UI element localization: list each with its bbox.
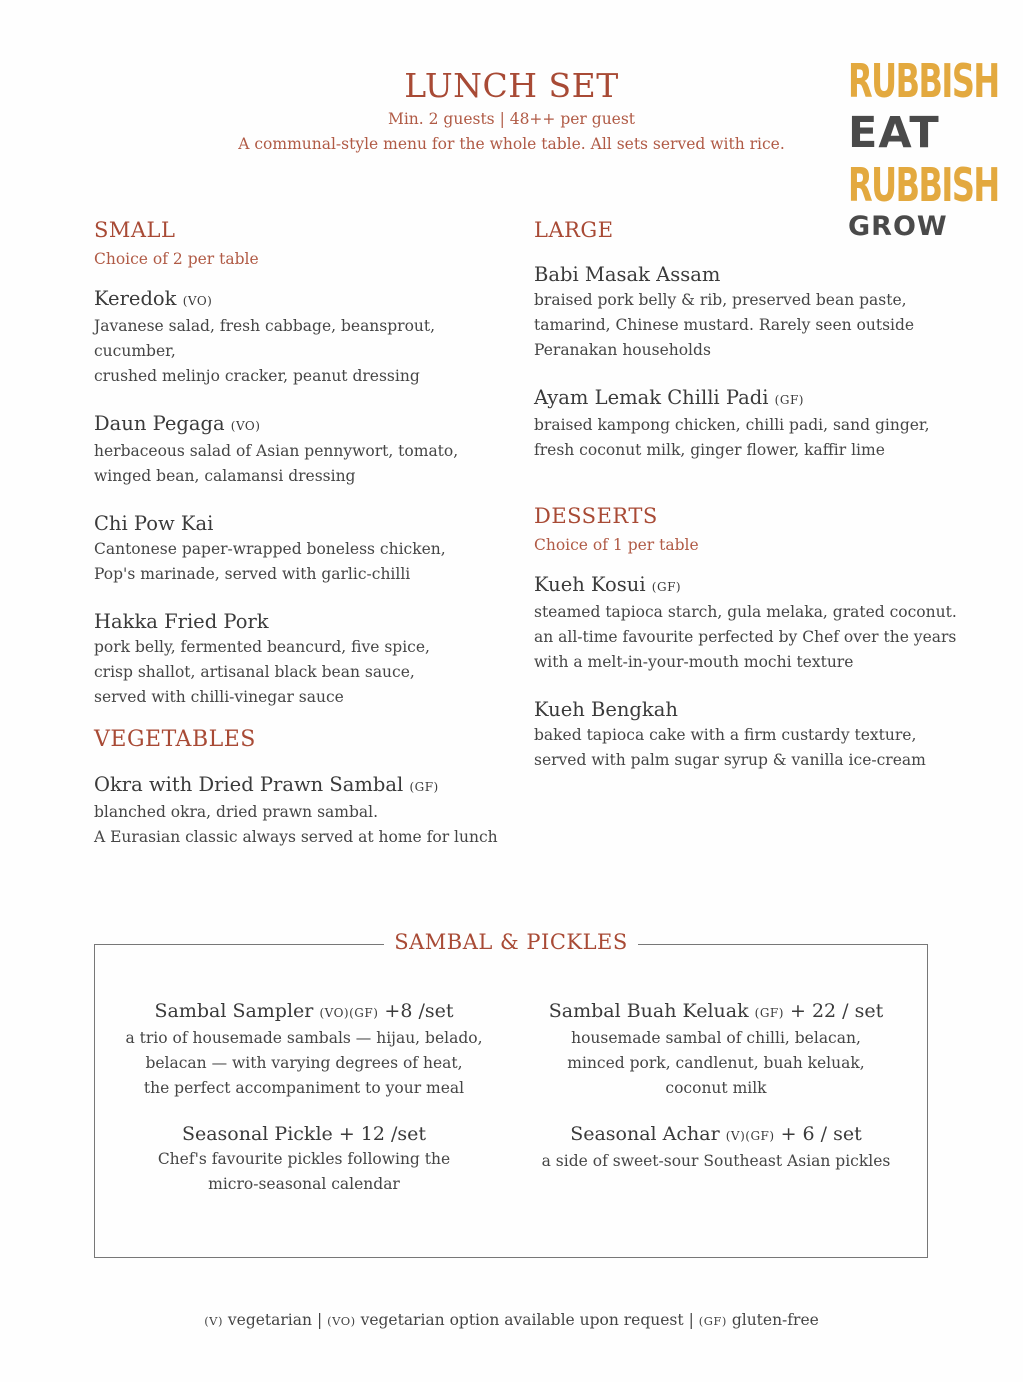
sambal-item [536,1121,896,1174]
price: + 12 /set [338,1123,427,1145]
dish-description: a side of sweet-sour Southeast Asian pickles [541,1152,891,1170]
page-title: LUNCH SET [404,66,619,105]
dietary-tag: (V)(GF) [725,1129,775,1143]
legend-text-vo: vegetarian option available upon request [360,1311,684,1329]
dish-name: Chi Pow Kai [94,512,214,535]
section-heading-sambal-pickles: SAMBAL & PICKLES [384,930,638,954]
legend-text-gf: gluten-free [731,1311,819,1329]
dish-name: Sambal Buah Keluak [548,1000,749,1022]
dish-name: Seasonal Pickle [181,1123,333,1145]
sambal-item [124,1121,484,1197]
price: + 6 / set [780,1123,862,1145]
sambal-item [536,998,896,1101]
small-note: Choice of 2 per table [94,250,259,268]
menu-description: A communal-style menu for the whole table. All sets served with rice. [238,135,785,153]
section-heading-large: LARGE [534,218,614,242]
dietary-tag: (VO)(GF) [319,1006,379,1020]
logo-line-2: EAT [848,108,940,158]
dish-description: Cantonese paper-wrapped boneless chicken, Pop's marinade, served with garlic-chilli [94,540,446,583]
menu-item [534,572,974,675]
dish-name: Seasonal Achar [570,1123,720,1145]
price: +8 /set [384,1000,454,1022]
dish-name: Kueh Bengkah [534,698,678,721]
price: + 22 / set [789,1000,884,1022]
sambal-item [124,998,484,1101]
dietary-tag: (VO) [182,294,213,308]
legend-text-v: vegetarian [227,1311,312,1329]
desserts-section [534,504,974,773]
small-section [94,218,514,710]
menu-item [94,286,514,389]
menu-item [94,772,514,850]
dish-description: blanched okra, dried prawn sambal. A Eurasian classic always served at home for lunch [94,803,498,846]
dish-description: a trio of housemade sambals — hijau, belado, belacan — with varying degrees of heat, the perfect accompaniment to your meal [125,1029,483,1097]
legend-tag-v: (V) [204,1314,223,1328]
dietary-tag: (GF) [409,780,439,794]
menu-item [94,411,514,489]
menu-item [94,609,514,710]
dish-description: Chef's favourite pickles following the micro-seasonal calendar [157,1150,451,1193]
dish-name: Keredok [94,287,177,310]
guest-info: Min. 2 guests | 48++ per guest [387,110,636,128]
dish-name: Kueh Kosui [534,573,646,596]
logo-line-4: GROW [848,211,948,242]
dish-name: Hakka Fried Pork [94,610,269,633]
legend-separator: | [316,1311,323,1329]
menu-item [94,511,514,587]
dish-description: herbaceous salad of Asian pennywort, tomato, winged bean, calamansi dressing [94,442,459,485]
menu-item [534,697,974,773]
dish-description: housemade sambal of chilli, belacan, minced pork, candlenut, buah keluak, coconut milk [567,1029,865,1097]
menu-item [534,385,974,463]
dish-name: Daun Pegaga [94,412,225,435]
rubbish-eat-rubbish-grow-logo [848,53,999,242]
logo-line-1: RUBBISH [848,53,999,109]
large-section [534,218,974,463]
legend-separator: | [688,1311,694,1329]
dietary-legend [0,1311,1023,1329]
dish-name: Sambal Sampler [154,1000,314,1022]
dish-description: steamed tapioca starch, gula melaka, grated coconut. an all-time favourite perfected by Chef over the years with a melt-in-your-mouth mochi texture [534,603,957,671]
dish-name: Babi Masak Assam [534,263,721,286]
section-heading-desserts: DESSERTS [534,504,658,528]
dietary-tag: (GF) [774,393,804,407]
logo-line-3: RUBBISH [848,157,999,213]
desserts-note: Choice of 1 per table [534,536,699,554]
dish-description: braised kampong chicken, chilli padi, sand ginger, fresh coconut milk, ginger flower, kaffir lime [534,416,930,459]
legend-tag-vo: (VO) [327,1314,356,1328]
dish-name: Ayam Lemak Chilli Padi [534,386,769,409]
dietary-tag: (GF) [754,1006,784,1020]
section-heading-small: SMALL [94,218,176,242]
dish-description: braised pork belly & rib, preserved bean paste, tamarind, Chinese mustard. Rarely seen outside Peranakan households [534,291,915,359]
section-heading-vegetables: VEGETABLES [94,727,256,752]
vegetables-section [94,727,514,850]
dish-description: pork belly, fermented beancurd, five spice, crisp shallot, artisanal black bean sauce, served with chilli-vinegar sauce [94,638,430,706]
dietary-tag: (VO) [230,419,261,433]
dish-description: Javanese salad, fresh cabbage, beansprout, cucumber, crushed melinjo cracker, peanut dressing [94,317,436,385]
dish-name: Okra with Dried Prawn Sambal [94,773,404,796]
legend-tag-gf: (GF) [698,1314,727,1328]
dish-description: baked tapioca cake with a firm custardy texture, served with palm sugar syrup & vanilla ice-cream [534,726,926,769]
menu-item [534,262,974,363]
sambal-pickles-box [94,944,928,1258]
dietary-tag: (GF) [651,580,682,594]
